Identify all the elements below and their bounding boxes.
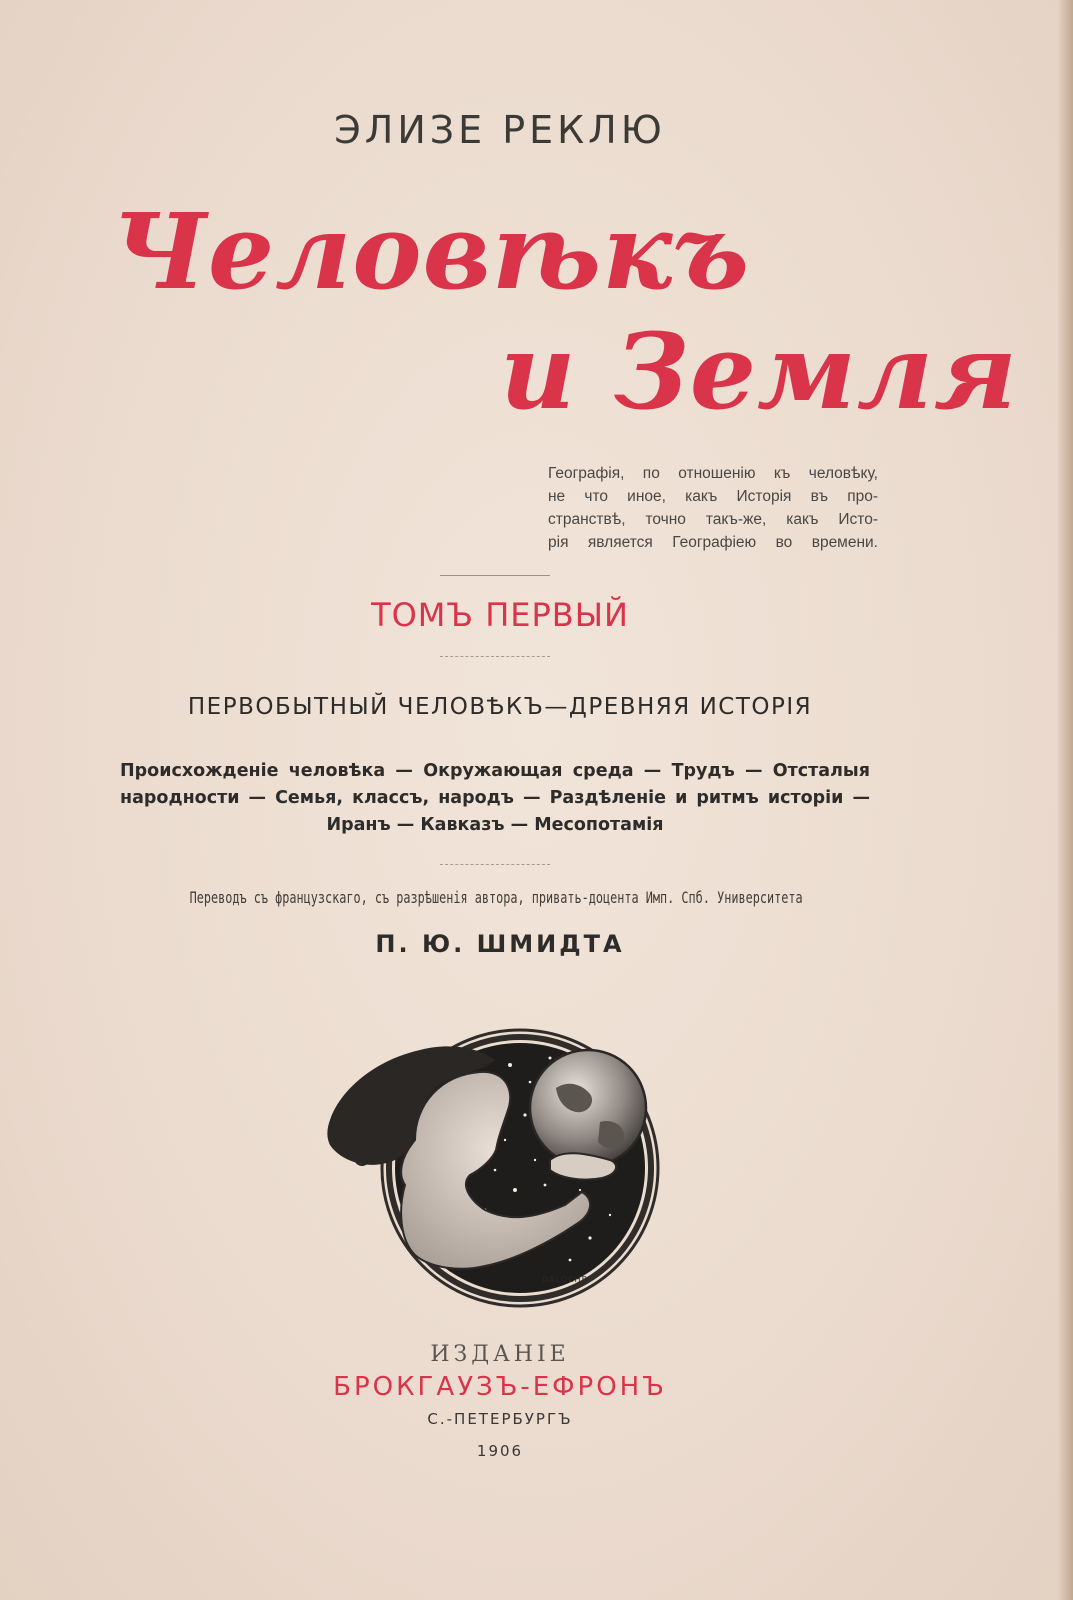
- epigraph-line: не что иное, какъ Исторія въ про-: [548, 488, 878, 505]
- epigraph-line: Географія, по отношенію къ человѣку,: [548, 465, 878, 482]
- contents-line: Происхожденіе человѣка — Окружающая среда — Трудъ — Отсталыя: [120, 761, 870, 781]
- woman-with-globe-illustration: [320, 1010, 680, 1310]
- volume-label: ТОМЪ ПЕРВЫЙ: [371, 596, 629, 634]
- emblem-signature: DALOCHB: [542, 1275, 589, 1284]
- book-title-line-1: Человѣкъ: [112, 190, 751, 313]
- volume-subtitle: ПЕРВОБЫТНЫЙ ЧЕЛОВѢКЪ—ДРЕВНЯЯ ИСТОРІЯ: [187, 694, 813, 720]
- divider-rule: [440, 575, 550, 576]
- edition-label: ИЗДАНІЕ: [430, 1342, 570, 1367]
- divider-rule: [440, 864, 550, 865]
- page-edge: [1058, 0, 1073, 1600]
- publisher-name: БРОКГАУЗЪ-ЕФРОНЪ: [333, 1372, 667, 1402]
- publication-city: С.-ПЕТЕРБУРГЪ: [427, 1410, 573, 1428]
- book-title-line-2: и Земля: [500, 310, 1018, 433]
- epigraph-line: рія является Географіею во времени.: [548, 534, 878, 551]
- author-name: ЭЛИЗЕ РЕКЛЮ: [334, 108, 666, 152]
- translation-note: Переводъ съ французскаго, съ разрѣшенія автора, привать-доцента Имп. Спб. Университета: [189, 888, 803, 907]
- translator-name: П. Ю. ШМИДТА: [375, 930, 625, 958]
- contents-line: Иранъ — Кавказъ — Месопотамія: [326, 815, 664, 835]
- publication-year: 1906: [476, 1442, 524, 1460]
- contents-line: народности — Семья, классъ, народъ — Раздѣленіе и ритмъ исторіи —: [120, 788, 870, 808]
- epigraph: [548, 462, 878, 554]
- publisher-emblem: [320, 1010, 680, 1310]
- contents-summary: [120, 758, 870, 839]
- divider-rule: [440, 656, 550, 657]
- epigraph-line: странствѣ, точно такъ-же, какъ Исто-: [548, 511, 878, 528]
